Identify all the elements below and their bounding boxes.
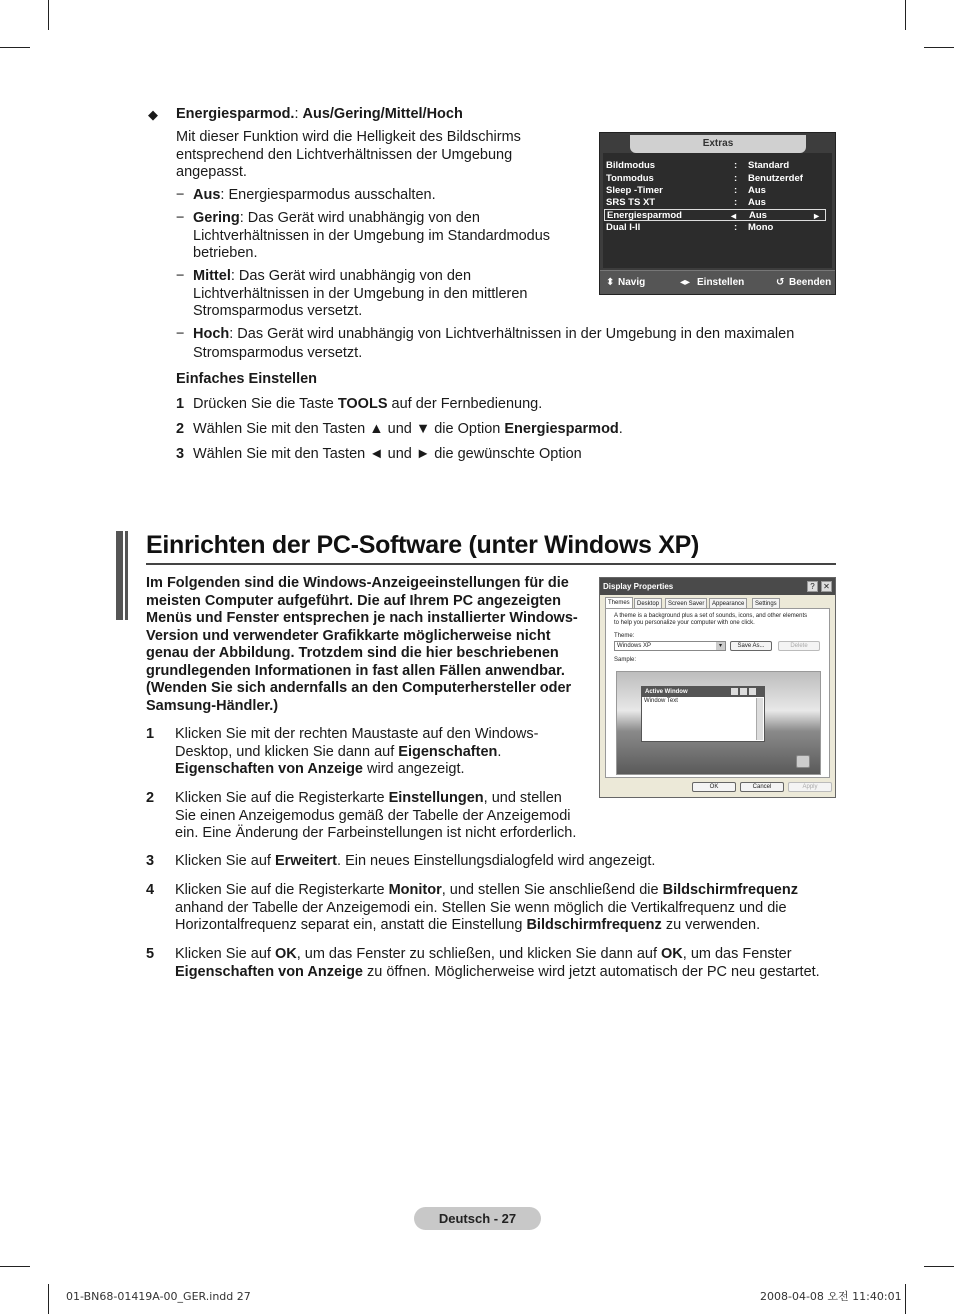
step-line: anhand der Tabelle der Anzeigemodi ein. Stellen Sie wenn möglich die Vertikalfrequenz und die — [175, 899, 787, 916]
chevron-down-icon: ▾ — [716, 642, 725, 650]
energy-heading-options: Aus/Gering/Mittel/Hoch — [302, 106, 463, 122]
step-bold: Monitor — [388, 882, 442, 898]
ok-button[interactable]: OK — [692, 782, 736, 792]
item-text: : Das Gerät wird unabhängig von den — [230, 268, 472, 284]
tv-menu-title: Extras — [702, 138, 734, 149]
step-number: 2 — [146, 790, 155, 806]
step-text: , und stellen Sie anschließend die — [441, 882, 663, 898]
step-bold: Energiesparmod — [504, 421, 619, 437]
apply-button[interactable]: Apply — [788, 782, 832, 792]
energy-intro-line: angepasst. — [176, 164, 247, 180]
dash: − — [176, 326, 185, 342]
crop-mark — [924, 1266, 954, 1267]
tv-menu-row — [606, 160, 824, 172]
print-date: 2008-04-08 오전 11:40:01 — [760, 1290, 902, 1303]
step-bold: Eigenschaften — [398, 743, 498, 760]
item-term: Gering — [193, 210, 240, 226]
row-value: Mono — [748, 222, 774, 233]
desc-line: to help you personalize your computer with one click. — [614, 620, 755, 626]
row-colon: : — [734, 197, 738, 208]
theme-description — [614, 613, 807, 627]
step-text: Klicken Sie auf — [175, 853, 275, 869]
item-text: Lichtverhältnissen in der Umgebung in den mittleren — [193, 285, 528, 302]
crop-mark — [48, 0, 49, 30]
step-text: auf der Fernbedienung. — [387, 396, 543, 412]
row-key: Tonmodus — [606, 173, 654, 184]
tab-appearance[interactable]: Appearance — [709, 598, 747, 608]
item-text: betrieben. — [193, 245, 258, 261]
close-icon — [749, 688, 756, 695]
scrollbar — [756, 698, 763, 740]
dash: − — [176, 210, 185, 226]
step-text: , und stellen — [483, 790, 562, 806]
row-key: SRS TS XT — [606, 197, 656, 208]
item-text: : Das Gerät wird unabhängig von Lichtverhältnissen in der Umgebung in den maximalen — [229, 326, 795, 342]
row-value: Aus — [748, 185, 766, 196]
row-value: Aus — [748, 197, 766, 208]
row-value: Aus — [749, 210, 767, 221]
step-text: , um das Fenster zu schließen, und klicken Sie dann auf — [296, 946, 662, 962]
easy-step-2 — [176, 421, 623, 439]
step-number: 5 — [146, 946, 155, 962]
step-text: Horizontalfrequenz separat ein, anstatt die Einstellung — [175, 917, 527, 933]
intro-line: meisten Computer aufgeführt. Die auf Ihrem PC angezeigten — [146, 592, 561, 609]
crop-mark — [48, 1284, 49, 1314]
energy-item-mittel — [176, 268, 528, 321]
page-number-badge: Deutsch - 27 — [414, 1207, 541, 1230]
row-key: Bildmodus — [606, 160, 656, 171]
intro-line: Im Folgenden sind die Windows-Anzeigeeinstellungen für die — [146, 575, 569, 591]
intro-line: (Wenden Sie sich andernfalls an den Computerhersteller oder — [146, 680, 572, 696]
tab-desktop[interactable]: Desktop — [634, 598, 662, 608]
step-number: 4 — [146, 882, 155, 898]
easy-step-3 — [176, 446, 582, 464]
sample-preview — [616, 671, 821, 775]
footer-beenden: Beenden — [789, 277, 832, 288]
delete-button[interactable]: Delete — [778, 641, 820, 651]
step-line: Sie einen Anzeigemodus gemäß der Tabelle der Anzeigemodi — [175, 807, 571, 824]
step-text: . Ein neues Einstellungsdialogfeld wird angezeigt. — [337, 853, 656, 869]
section-title: Einrichten der PC-Software (unter Windows XP) — [146, 531, 699, 559]
step-text: Klicken Sie auf die Registerkarte — [175, 882, 389, 898]
dash: − — [176, 187, 185, 203]
step-text: Wählen Sie mit den Tasten ▲ und ▼ die Option — [193, 421, 505, 437]
dash: − — [176, 268, 185, 284]
arrow-left-icon: ◄ — [729, 211, 738, 221]
crop-mark — [924, 47, 954, 48]
step-number: 1 — [176, 396, 185, 412]
active-window-preview — [641, 686, 765, 742]
easy-step-1 — [176, 396, 543, 414]
active-window-title: Active Window — [645, 689, 688, 695]
step-bold: Eigenschaften von Anzeige — [175, 761, 363, 777]
step-text: wird angezeigt. — [363, 761, 465, 777]
row-value: Benutzerdef — [748, 173, 803, 184]
tv-menu-row — [606, 197, 824, 209]
row-colon: : — [734, 160, 738, 171]
step-bold: OK — [274, 946, 297, 962]
tab-themes[interactable]: Themes — [605, 597, 633, 608]
item-term: Mittel — [193, 268, 231, 284]
step-text: Wählen Sie mit den Tasten ◄ und ► die gewünschte Option — [193, 446, 582, 462]
save-as-button[interactable]: Save As... — [730, 641, 772, 651]
energy-heading-sep: : — [294, 106, 303, 122]
step-text: Klicken Sie auf die Registerkarte — [175, 790, 389, 806]
tv-menu-row — [606, 222, 824, 234]
close-icon[interactable]: ✕ — [821, 581, 832, 592]
energy-item-hoch — [176, 326, 794, 362]
item-text: Stromsparmodus versetzt. — [193, 303, 363, 319]
arrow-right-icon: ► — [812, 211, 821, 221]
row-key: Energiesparmod — [607, 210, 682, 221]
tab-settings[interactable]: Settings — [752, 598, 780, 608]
easy-setup-title-text: Einfaches Einstellen — [176, 371, 318, 387]
step-text: Desktop, und klicken Sie dann auf — [175, 743, 399, 760]
row-value: Standard — [748, 160, 790, 171]
row-colon: : — [734, 173, 738, 184]
tv-menu-header — [630, 135, 806, 153]
sample-label: Sample: — [614, 657, 637, 663]
intro-line: Version und verwendeter Grafikkarte möglicherweise nicht — [146, 627, 551, 644]
window-text: Window Text — [644, 698, 678, 704]
dialog-title: Display Properties — [603, 582, 674, 591]
tab-screen-saver[interactable]: Screen Saver — [665, 598, 707, 608]
energy-item-gering — [176, 210, 550, 263]
step-text: Drücken Sie die Taste — [193, 396, 338, 412]
step-line: Klicken Sie mit der rechten Maustaste auf den Windows- — [175, 726, 539, 742]
item-text: Stromsparmodus versetzt. — [193, 344, 363, 361]
maximize-icon — [740, 688, 747, 695]
intro-line: Samsung-Händler.) — [146, 697, 279, 714]
step-text: . — [497, 743, 502, 760]
step-text: , um das Fenster — [682, 946, 792, 962]
themes-panel — [605, 608, 830, 778]
step-bold: Bildschirmfrequenz — [526, 917, 662, 933]
step-bold: TOOLS — [337, 396, 388, 412]
energy-intro-line: Mit dieser Funktion wird die Helligkeit des Bildschirms — [176, 129, 521, 145]
footer-einstellen: Einstellen — [697, 277, 745, 288]
step-text: . — [618, 421, 623, 437]
step-bold: Erweitert — [274, 853, 338, 869]
intro-line: grundlegenden Informationen in fast allen Fällen anwendbar. — [146, 662, 565, 679]
step-text: Klicken Sie auf — [175, 946, 275, 962]
cancel-button[interactable]: Cancel — [740, 782, 784, 792]
energy-intro-line: entsprechend den Lichtverhältnissen der Umgebung — [176, 146, 513, 163]
step-text: zu öffnen. Möglicherweise wird jetzt automatisch der PC neu gestartet. — [363, 963, 820, 980]
step-bold: Einstellungen — [388, 790, 484, 806]
intro-line: Menüs und Fenster entsprechen je nach installierter Windows- — [146, 610, 578, 626]
recycle-bin-icon — [796, 755, 810, 768]
crop-mark — [905, 1284, 906, 1314]
adjust-icon: ◂▸ — [680, 277, 691, 288]
step-text: zu verwenden. — [661, 917, 761, 933]
intro-line: genau der Abbildung. Trotzdem sind die hier beschriebenen — [146, 645, 559, 661]
item-term: Aus — [193, 187, 221, 203]
tv-menu-row — [606, 173, 824, 185]
display-properties-dialog — [599, 577, 836, 798]
crop-mark — [0, 47, 30, 48]
theme-select[interactable] — [614, 641, 726, 651]
step-line: ein. Eine Änderung der Farbeinstellungen ist nicht erforderlich. — [175, 825, 577, 841]
row-colon: : — [734, 185, 738, 196]
tv-menu-footer — [600, 270, 835, 294]
return-icon: ↺ — [776, 277, 785, 288]
file-info: 01-BN68-01419A-00_GER.indd 27 — [66, 1290, 251, 1303]
energy-heading — [176, 106, 463, 124]
navigate-icon: ⬍ — [606, 277, 615, 288]
minimize-icon — [731, 688, 738, 695]
easy-setup-title — [176, 371, 317, 389]
section-intro — [146, 575, 578, 715]
theme-label: Theme: — [614, 633, 635, 639]
section-title-rule — [146, 563, 836, 565]
dialog-titlebar — [600, 578, 835, 595]
step-number: 2 — [176, 421, 185, 437]
step-number: 3 — [146, 853, 155, 869]
step-number: 3 — [176, 446, 185, 462]
step-bold: Bildschirmfrequenz — [662, 882, 798, 898]
step-bold: OK — [661, 946, 683, 962]
tv-menu-row-selected[interactable] — [604, 209, 826, 221]
diamond-bullet-icon: ◆ — [148, 107, 158, 122]
crop-mark — [0, 1266, 30, 1267]
row-colon: : — [734, 222, 738, 233]
desc-line: A theme is a background plus a set of sounds, icons, and other elements — [614, 613, 808, 619]
theme-value: Windows XP — [617, 643, 652, 649]
energy-item-aus — [176, 187, 436, 205]
item-text: : Energiesparmodus ausschalten. — [220, 187, 436, 203]
row-key: Sleep -Timer — [606, 185, 663, 196]
item-text: : Das Gerät wird unabhängig von den — [239, 210, 480, 226]
tv-tools-menu — [599, 132, 836, 295]
step-number: 1 — [146, 726, 155, 742]
energy-intro — [176, 129, 521, 182]
item-term: Hoch — [193, 326, 230, 342]
energy-heading-label: Energiesparmod. — [176, 106, 295, 122]
footer-navig: Navig — [618, 277, 646, 288]
help-icon[interactable]: ? — [807, 581, 818, 592]
item-text: Lichtverhältnissen in der Umgebung im Standardmodus — [193, 227, 551, 244]
crop-mark — [905, 0, 906, 30]
heading-bar — [125, 531, 128, 620]
row-key: Dual I-II — [606, 222, 641, 233]
step-bold: Eigenschaften von Anzeige — [175, 963, 363, 980]
tv-menu-row — [606, 185, 824, 197]
heading-bar — [116, 531, 123, 620]
